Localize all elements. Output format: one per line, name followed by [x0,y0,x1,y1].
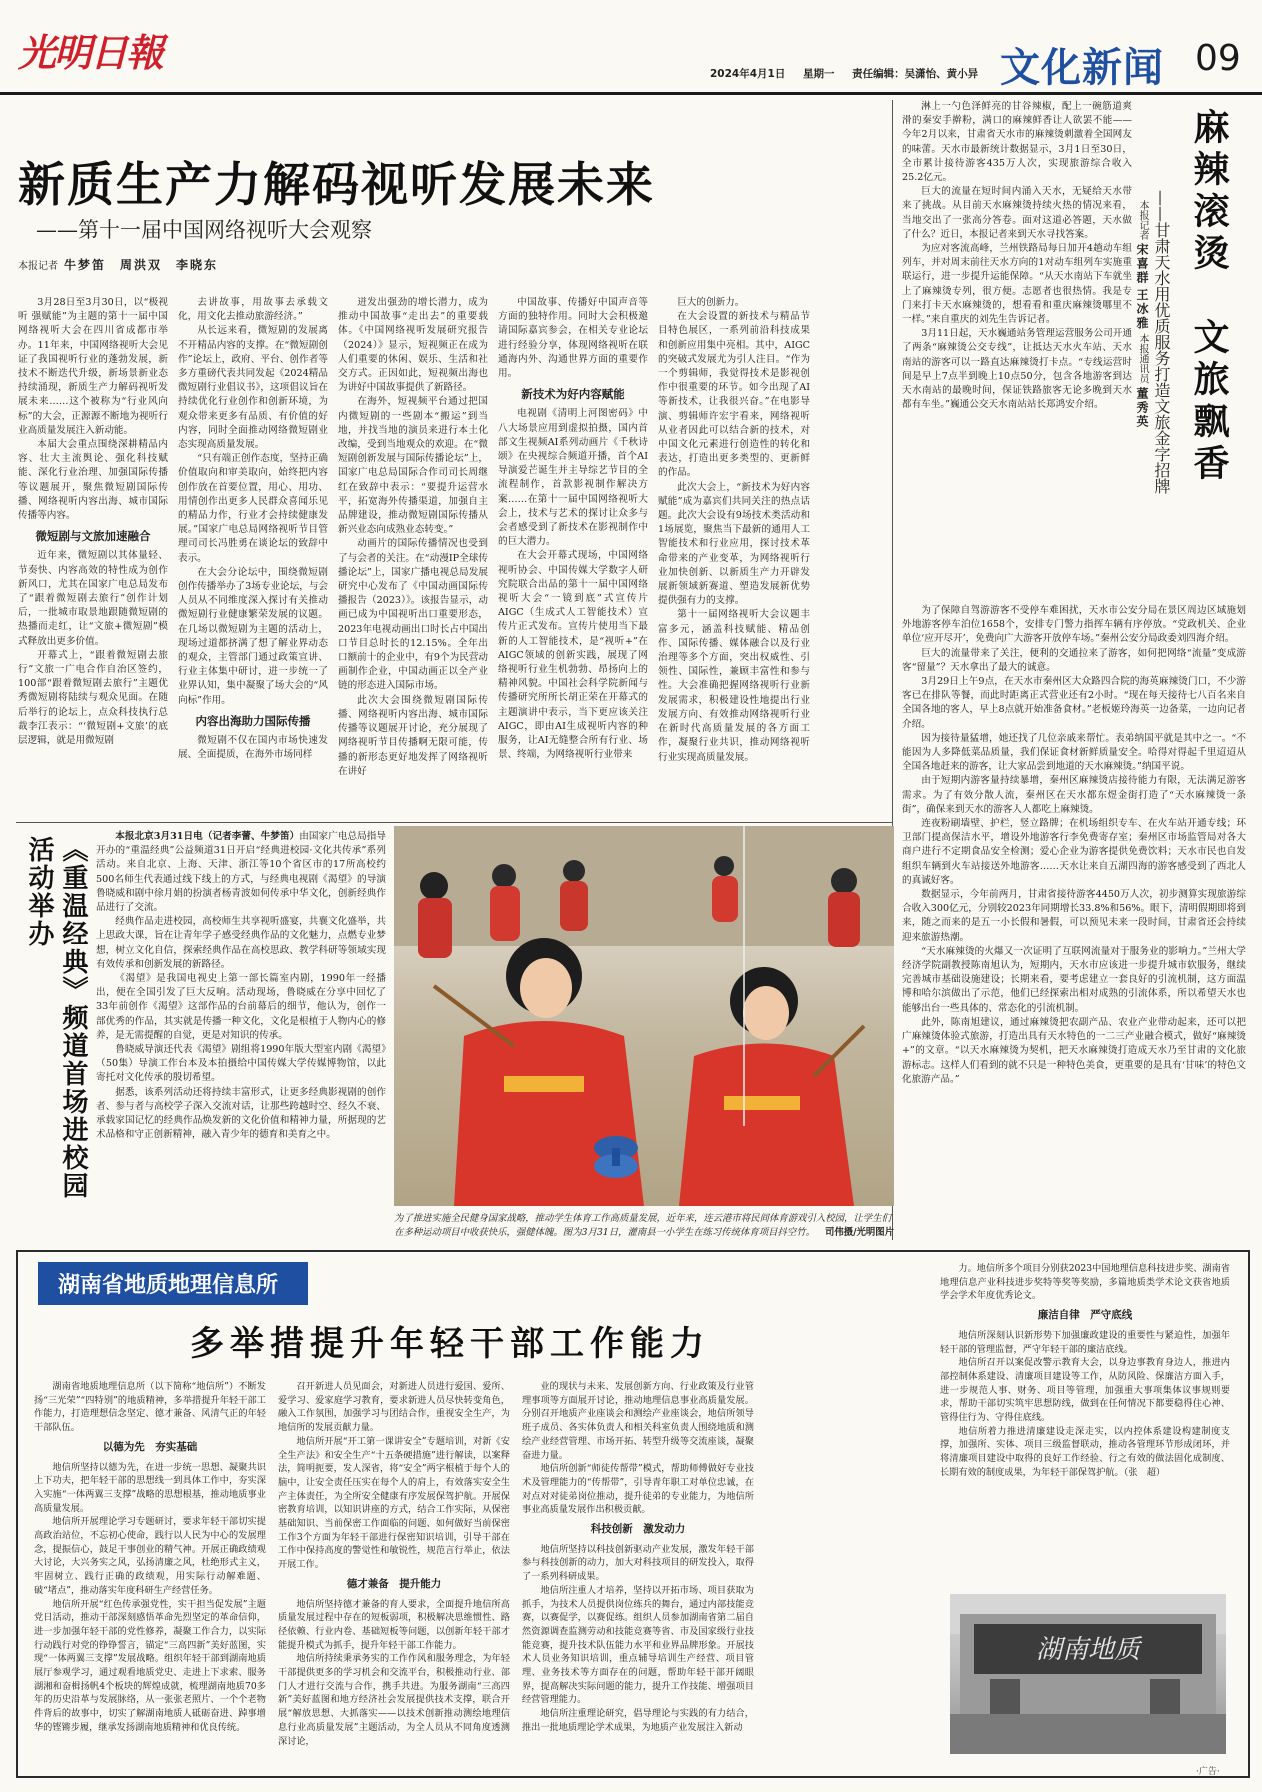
paragraph: 由于短期内游客量持续暴增，秦州区麻辣烫店接待能力有限，无法满足游客需求。为了有效分散人流，秦州区在天水都东煜金街打造了“天水麻辣烫一条街”，确保来到天水的游客人人都吃上麻辣烫。 [902,775,1246,815]
paragraph: 因为接待量猛增，她还找了几位亲戚来帮忙。表弟纳国平就是其中之一。“不能因为人多降低菜品质量，我们保证食材新鲜质量安全。哈得对得起千里迢迢从全国各地赶来的游客，让大家品尝到地道的天水麻辣烫。”纳国平说。 [902,732,1246,773]
paragraph: “天水麻辣烫的火爆又一次证明了互联网流量对于服务业的影响力。”兰州大学经济学院副教授陈南旭认为，短期内，天水市应该进一步提升城市软服务，继续完善城市基础设施建设；长期来看，要考虑建立一套良好的引流机制，这方面温博和哈尔滨做出了示范，他们已经探索出相对成熟的引流体系，所以希望天水也能够出台一些具体的、常态化的引流机制。 [902,945,1246,1014]
byline-prefix: 本报记者 [18,261,58,272]
issue-weekday: 星期一 [803,68,835,80]
section-name: 文化新闻 [1000,45,1164,91]
author-sign: （张 超） [1123,1466,1166,1478]
paragraph: 湖南省地质地理信息所（以下简称“地信所”）不断发扬“三光荣”“四特别”的地质精神，多举措提升年轻干部工作能力，打造理想信念坚定、德才兼备、风清气正的年轻干部队伍。 [34,1381,266,1434]
advertorial-headline: 多举措提升年轻干部工作能力 [190,1324,710,1364]
lead-headline: 新质生产力解码视听发展未来 [18,158,655,213]
section-subheading: 德才兼备 提升能力 [346,1577,442,1590]
paragraph: 力。地信所多个项目分别获2023中国地理信息科技进步奖、湖南省地理信息产业科技进步奖特等奖等奖励，多篇地质类学术论文获省地质学会学术年度优秀论文。 [940,1263,1230,1302]
paragraph: 3月28日至3月30日，以“极视听 强赋能”为主题的第十一届中国网络视听大会在四川省成都市举办。11年来，中国网络视听大会见证了我国视听行业的蓬勃发展，新技术不断迭代升级，新场景新业态持续涌现，新质生产力解码视听发展未来……这个被称为“行业风向标”的大会，正源源不断地为视听行业高质量发展注入新动能。 [18,297,168,436]
building-illustration [950,1594,1226,1754]
paragraph: 迸发出强劲的增长潜力，成为推动中国故事“走出去”的重要载体。《中国网络视听发展研究报告（2024）》显示，短视频正在成为人们重要的休闲、娱乐、生活和社交方式。正因如此，短视频出海也为讲好中国故事提供了新路径。 [338,297,488,394]
paragraph: 开幕式上，“跟着微短剧去旅行”文旅一广电合作自治区签约，100部“跟着微短剧去旅行”主题优秀微短剧将陆续与观众见面。在随后举行的论坛上，点众科技执行总裁李江表示：“‘微短剧+文旅’的底层逻辑，就是用微短剧 [18,649,168,747]
paragraph: 3月11日起，天水巍通站务管理运营服务公司开通了两条“麻辣烫公交专线”，让抵达天水火车站、天水南站的游客可以一路直达麻辣烫打卡点。“专线运营时间是早上7点半到晚上10点50分，包含各地游客到达天水南站的最晚时间，保证铁路旅客无论多晚到天水都有车坐。”巍通公交天水南站站长郑鸿安介绍。 [902,328,1132,411]
paragraph: 在大会分论坛中，围绕微短剧创作传播举办了3场专业论坛，与会人员从不同维度深入探讨有关推动微短剧行业健康繁荣发展的议题。在几场以微短剧为主题的活动上，现场过道都挤满了想了解业界动态的观众，主管部门通过政策宣讲、行业主体集中研讨，进一步统一了业界认知，集中凝聚了场大会的“风向标”作用。 [178,566,328,706]
paragraph: 地信所开展理论学习专题研讨，要求年轻干部切实提高政治站位，不忘初心使命，践行以人民为中心的发展理念，提振信心，鼓足干事创业的精气神。开展正确政绩观大讨论，大兴务实之风，弘扬清廉之风，杜绝形式主义，牢固树立、践行正确的政绩观，用实际行动解难题、破“堵点”，推动落实年度科研生产经营任务。 [34,1516,266,1596]
lead-column-3 [338,296,488,814]
story-dateline: 本报北京3月31日电（记者李蕾、牛梦笛） [115,831,300,842]
feature-top-text [902,100,1132,600]
sign-plaque-text: 湖南地质 [1035,1635,1141,1665]
lead-subheadline: ——第十一届中国网络视听大会观察 [36,218,372,242]
paragraph: 地信所坚持德才兼备的育人要求，全面提升地信所高质量发展过程中存在的短板弱项，积极解决思维惯性、路径依赖、行业内卷、基础短板等问题，以创新年轻干部才能提升模式为抓手，提升年轻干部工作能力。 [278,1598,510,1651]
paragraph: 在大会开幕式现场，中国网络视听协会、中国传媒大学数字人研究院联合出品的第十一届中国网络视听大会“一镜到底”式宣传片AIGC（生成式人工智能技术）宣传片正式发布。宣传片使用当下最新的人工智能技术，是“视听+”在AIGC领域的创新实践，展现了网络视听行业生机勃勃、昂扬向上的精神风貌。中国社会科学院新闻与传播研究所所长胡正荣在开幕式的主题演讲中表示，当下更应该关注AIGC，即由AI生成视听内容的种服务，让AI无缝整合所有行业、场景、终端，为网络视听行业带来 [498,550,648,761]
paragraph: 地信所召开以案促改警示教育大会，以身边事教育身边人，推进内部控制体系建设、清廉项目建设等工作，从防风险、保廉洁方面入手，进一步规范人事、财务、项目等管理，加强重大事项集体议事规则要求，帮助干部切实筑牢思想防线，做到在任何情况下都要稳得住心神、管得住行为、守得住底线。 [940,1357,1230,1424]
paragraph: 中国故事、传播好中国声音等方面的独特作用。同时大会积极邀请国际嘉宾参会，在相关专业论坛进行经验分享，体现网络视听在联通海内外、沟通世界方面的重要作用。 [498,297,648,380]
paragraph: 电视剧《清明上河图密码》中八大场景应用到虚拟拍摄，国内首部文生视频AI系列动画片《千秋诗颂》在央视综合频道开播，首个AI导演爱芒诞生并主导综艺节目的全流程制作，首款影视制作解决方案……在第十一届中国网络视听大会上，技术与艺术的探讨让众多与会者感受到了新技术在影视制作中的巨大潜力。 [498,408,648,548]
paragraph: 据悉，该系列活动还将持续丰富形式，让更多经典影视剧的创作者、参与者与高校学子深入交流对话，让那些跨越时空、经久不衰、承载家国记忆的经典作品焕发新的文化价值和精神力量，所据现的艺术品格和守正创新精神，融入青少年的德育和美育之中。 [96,1086,386,1141]
paragraph: 近年来，微短剧以其体量轻、节奏快、内容高效的特性成为创作新风口，尤其在国家广电总局发布了“跟着微短剧去旅行”创作计划后，一批城市取景地跟随微短剧的热播而走红，让“文旅+微短剧”模式释放出更多价值。 [18,550,168,647]
paragraph: 鲁晓威导演还代表《渴望》剧组将1990年版大型室内剧《渴望》（50集）导演工作台本及本拍摄给中国传媒大学传媒博物馆，以此寄托对文化传承的殷切希望。 [96,1044,386,1084]
paragraph: 经典作品走进校园，高校师生共享视听盛宴，共襄文化盛举，共上思政大课，旨在让青年学子感受经典作品的文化魅力，点燃专业梦想，树立文化自信，探索经典作品在高校思政、教学科研等领域实现有效传承和创新发展的新路径。 [96,916,386,970]
lead-column-2 [178,296,328,814]
byline-reporter: 宋喜群 [1135,243,1149,286]
page-number: 09 [1195,38,1241,79]
institute-building-photo [950,1594,1226,1754]
paragraph: 连夜粉刷墙壁、护栏，竖立路牌；在机场组织专车、在火车站开通专线；环卫部门提高保洁水平，增设外地游客行李免费寄存室；秦州区市场监管局对各大商户进行不定期食品安全检测；爱心企业为游客提供免费饮料；天水市民也自发组织车辆到火车站接送外地游客……天水让来自五湖四海的游客感受到了西北人的真诚好客。 [902,818,1246,886]
kids-diabolo-illustration [394,826,894,1206]
lead-byline [18,256,218,273]
section-subheading: 内容出海助力国际传播 [195,713,311,728]
section-rule [16,822,892,823]
paragraph: 第十一届网络视听大会议题丰富多元，涵盖科技赋能、精品创作、国际传播、媒体融合以及行业治理等多个方面，突出权威性、引领性、国际性，兼顾丰富性和参与性。大会准确把握网络视听行业新发展需求，积极建设性地提出行业发展方向、有效推动网络视听行业在新时代高质量发展的各方面工作，凝聚行业共识，推动网络视听行业实现高质量发展。 [658,609,810,763]
paragraph: 地信所创新“师徒传帮带”模式，帮助师傅做好专业技术及管理能力的“传帮带”，引导青年职工对单位忠诚，在对点对对徒弟岗位推动，提升徒弟的专业能力，为地信所事业高质量发展作出积极贡献。 [522,1463,754,1516]
paragraph: 此外，陈南旭建议，通过麻辣烫把农副产品、农业产业带动起来，还可以把广麻辣烫体验式旅游，打造出具有天水特色的一二三产业融合模式，做好“麻辣烫+”的文章。“以天水麻辣烫为契机，把天水麻辣烫打造成天水乃至甘肃的文化旅游标志。这样人们看到的就不只是一种特色美食，更重要的是具有‘甘味’的特色文化旅游产品。” [902,1016,1246,1085]
caption-text: 为了推进实施全民健身国家战略，推动学生体育工作高质量发展，近年来，连云港市将民间体育游戏引入校园，让学生们在多种运动项目中收获快乐，强健体魄。图为3月31日，灌南县一小学生在练习传统体育项目抖空竹。 [394,1213,891,1238]
masthead-logo: 光明日報 [18,30,163,75]
paragraph: 巨大的流量带来了关注，便利的交通拉来了游客，如何把网络“流量”变成游客“留量”？天水拿出了最大的诚意。 [902,647,1246,673]
paragraph: 地信所坚持以德为先，在进一步统一思想、凝聚共识上下功夫，把年轻干部的思想线一到具体工作中，夯实深入实施“一体两翼三支撑”战略的思想根基，推动地质事业高质量发展。 [34,1461,266,1514]
feature-headline: 麻辣滚烫 文旅飘香 [1188,108,1230,486]
paragraph: 去讲故事，用故事去承载文化，用文化去推动旅游经济。” [178,297,328,323]
byline-reporters: 牛梦笛 周洪双 李晓东 [64,258,219,272]
paragraph: 此次大会围绕微短剧国际传播、网络视听内容出海、城市国际传播等议题展开讨论，充分展现了网络视听节目传播啊无限可能，传播的新形态更好地发挥了网络视听在讲好 [338,694,488,777]
paragraph: 地信所深刻认识新形势下加强廉政建设的重要性与紧迫性，加强年轻干部的管理监督，严守年轻干部的廉洁底线。 [940,1329,1230,1355]
section-subheading: 新技术为好内容赋能 [521,387,625,402]
photo-caption [394,1212,894,1240]
paragraph: 召开新进人员见面会，对新进人员进行爱国、爱所、爱学习、爱家庭学习教育，要求新进人员尽快转变角色，融入工作氛围，加强学习与团结合作，重视安全生产，为地信所的发展贡献力量。 [278,1381,510,1434]
paragraph: 微短剧不仅在国内市场快速发展、全面提质，在海外市场同样 [178,735,328,761]
paragraph: 为了保障自驾游游客不受停车难困扰，天水市公安分局在景区周边区域施划外地游客停车泊位1658个，安排专门警力指挥车辆有序停放。“党政机关、企业单位‘应开尽开’，免费向广大游客开放停车场。”秦州公安分局政委刘四海介绍。 [902,605,1246,645]
lead-column-5 [658,296,810,814]
section-subheading: 科技创新 激发动力 [590,1523,686,1536]
paragraph: 在大会设置的新技术与精品节目特色展区，一系列前沿科技成果和创新应用集中亮相。其中，AIGC的突破式发展尤为引人注目。“作为一个剪辑师，我觉得技术是影视创作中很重要的环节。如今出现了AI等新技术，让我很兴奋。”在电影导演、剪辑师许宏宇看来，网络视听从业者因此可以结合新的技术，对中国文化元素进行创造性的转化和表达，打造出更多类型的、更新鲜的作品。 [658,311,810,479]
section-subheading: 微短剧与文旅加速融合 [35,529,151,544]
paragraph: 地信所开展“开工第一课讲安全”专题培训，对新《安全生产法》和安全生产“十五条硬措施”进行解读，以案释法，简明扼要，发人深省，将“安全”两字根植于每个人的脑中，让安全责任压实在每个人的肩上，有效落实安全生产主体责任，为全所安全健康有序发展保驾护航。开展保密教育培训，以知识讲座的方式，结合工作实际，从保密基础知识、当前保密工作面临的问题、如何做好当前保密工作3个方面为年轻干部进行保密知识培训，引导干部在工作中保持高度的警觉性和敏锐性，规范言行举止，依法开展工作。 [278,1435,510,1571]
paragraph: 巨大的流量在短时间内涌入天水，无疑给天水带来了挑战。从目前天水麻辣烫持续火热的情况来看，当地交出了一张高分答卷。面对这道必答题，天水做了什么？近日，本报记者来到天水寻找答案。 [902,186,1132,240]
paragraph: 为应对客流高峰，兰州铁路局每日加开4趟动车组列车，并对周末前往天水方向的1对动车组列车实施重联运行，进一步提升运能保障。“从天水南站下车就坐上了麻辣烫专列，很方便。志愿者也很热情。我是专门来打卡天水麻辣烫的，想看看和重庆麻辣烫哪里不一样。”来自重庆的刘先生告诉记者。 [902,243,1132,326]
paragraph: 在海外，短视频平台通过把国内微短剧的一些剧本“搬运”到当地，并找当地的演员来进行本土化改编，受到当地观众的欢迎。在“微短剧创新发展与国际传播论坛”上，国家广电总局国际合作司司长周继红在致辞中表示：“要提升运营水平，拓宽海外传播渠道，加强自主品牌建设，推动微短剧国际传播从新兴业态向成熟业态转变。” [338,396,488,536]
byline-prefix: 本报记者 [1137,200,1148,240]
paragraph: 巨大的创新力。 [677,297,745,308]
advertorial-column-3 [522,1380,754,1760]
advertorial-column-4 [940,1262,1230,1588]
feature-byline [1134,200,1150,540]
paragraph: 3月29日上午9点，在天水市秦州区大众路四合院的海英麻辣烫门口，不少游客已在排队等餐，而此时距离正式营业还有2小时。“现在每天接待七八百名来自全国各地的客人，早上8点就开始准备食材。”老板姬玲海英一边备菜，一边向记者介绍。 [902,676,1246,730]
section-subheading: 以德为先 夯实基础 [102,1440,198,1453]
page-editors: 责任编辑：吴潇怡、黄小异 [852,68,979,80]
paragraph: 地信所坚持以科技创新驱动产业发展，激发年轻干部参与科技创新的动力，加大对科技项目的研发投入，取得了一系列科研成果。 [522,1543,754,1583]
paragraph: 动画片的国际传播情况也受到了与会者的关注。在“动漫IP全球传播论坛”上，国家广播电视总局发展研究中心发布了《中国动画国际传播报告（2023）》。该报告显示，动画已成为中国视听出口重要形态，2023年电视动画出口时长占中国出口节目总时长的12.15%。全年出口额前十的企业中，有9个为民营动画制作企业，中国动画正以全产业链的形态进入国际市场。 [338,538,488,692]
paragraph: 此次大会上，“新技术为好内容赋能”成为嘉宾们共同关注的热点话题。此次大会设有9场技术类活动和1场展览，聚焦当下最新的通用人工智能技术和行业应用，探讨技术革命带来的产业变革，为网络视听行业加快创新、以新质生产力开辟发展新领域新赛道、塑造发展新优势提供强有力的支撑。 [658,481,810,607]
byline-reporter: 董秀英 [1135,386,1149,429]
paragraph: 从长远来看，微短剧的发展离不开精品内容的支撑。在“微短剧创作”论坛上，政府、平台、创作者等多方重磅代表共同发起《2024精品微短剧行业倡议书》，这项倡议旨在持续优化行业创作和创新环境，为观众带来更多有品质、有价值的好内容，同时全面推动网络微短剧业态实现高质量发展。 [178,325,328,451]
advertisement-label: ·广告· [1196,1767,1220,1777]
paragraph: 由国家广电总局指导开办的“重温经典”公益频道31日开启“经典进校园·文化共传承”系列活动。来自北京、上海、天津、浙江等10个省区市的17所高校约500名师生代表通过线下线上的方式，与经典电视剧《渴望》的导演鲁晓威和剧中徐月娟的扮演者杨青波如何传承中华文化，创新经典作品进行了交流。 [96,831,386,914]
dateline [710,66,978,81]
school-story-text [96,830,386,1230]
masthead-rule [0,92,1262,95]
advertorial-column-2 [278,1380,510,1760]
feature-bottom-text [902,604,1246,1236]
paragraph: 地信所注重人才培养，坚持以开拓市场、项目获取为抓手，为技术人员提供岗位练兵的舞台，通过内部技能竞赛，以赛促学，以赛促练。组织人员参加湖南省第二届自然资源调查监测劳动和技能竞赛等省、市及国家级行业技能竞赛，提升技术队伍能力水平和业界品牌形象。开展技术人员业务知识培训，重点辅导培训生产经营、项目管理、业务技术等方面存在的问题，帮助年轻干部开阔眼界，提高解决实际问题的能力，提升工作技能、增强项目经营管理能力。 [522,1584,754,1706]
paragraph: 数据显示，今年前两月，甘肃省接待游客4450万人次，初步测算实现旅游综合收入300亿元，分别较2023年同期增长33.8%和56%。眼下，清明假期即将到来，随之而来的是五一小长假和暑假，可以预见未来一段时间，甘肃省还会持续迎来旅游热潮。 [902,889,1246,943]
byline-prefix: 本报通讯员 [1137,333,1148,384]
photo-credit: 司伟摄/光明图片 [824,1227,894,1238]
byline-reporter: 王冰雅 [1135,288,1149,331]
paragraph: “只有端正创作态度，坚持正确价值取向和审美取向，始终把内容创作放在首要位置，用心、用功、用情创作出更多人民群众喜闻乐见的精品力作，行业才会持续健康发展。”国家广电总局网络视听节目管理司司长冯胜勇在谈论坛的致辞中表示。 [178,453,328,564]
advertorial-column-1 [34,1380,266,1760]
paragraph: 《渴望》是我国电视史上第一部长篇室内剧，1990年一经播出，便在全国引发了巨大反响。活动现场，鲁晓威在分享中回忆了33年前创作《渴望》这部作品的台前幕后的细节，他认为，创作一部优秀的作品，其实就是传播一种文化，文化是根植于人物内心的修养，是无需提醒的自觉，更是对知识的传承。 [96,973,386,1041]
paragraph: 本届大会重点围绕深耕精品内容、壮大主流舆论、强化科技赋能、深化行业治理、加强国际传播等议题展开，聚焦微短剧国际传播、网络视听内容出海、城市国际传播等内容。 [18,439,168,522]
paragraph: 地信所开展“红色传承强党性，实干担当促发展”主题党日活动，推动干部深刻感悟革命先烈坚定的革命信仰，进一步加强年轻干部的党性修养，凝聚工作合力，以实际行动践行对党的铮铮誓言，锚定“三高四新”美好蓝图，实现“一体两翼三支撑”发展战略。组织年轻干部到湖南地质展厅参观学习，通过观看地质党史、走进上下求索、服务湖湘和奋楫扬帆4个板块的辉煌成就，梳理湖南地质70多年的历史沿革与发展脉络，从一张张老照片、一个个老物件背后的故事中，切实了解湖南地质人砥砺奋进、踔事增华的铿锵步履，继承发扬湖南地质精神和优良传统。 [34,1598,266,1733]
section-subheading: 廉洁自律 严守底线 [1037,1309,1133,1322]
paragraph: 地信所持续秉承务实的工作作风和服务理念，为年轻干部提供更多的学习机会和交流平台，积极推动行业、部门人才进行交流与合作，携手共进。为服务湖南“三高四新”美好蓝图和地方经济社会发展提供技术支撑，联合开展“解放思想、大抓落实——以技术创新推动测绘地理信息行业高质量发展”主题活动，为全人员从不同角度透测深讨论， [278,1653,510,1747]
paragraph: 地信所注重理论研究，倡导理论与实践的有力结合，推出一批地质理论学术成果，为地质产业发展注入新动 [522,1708,754,1733]
lead-column-1 [18,296,168,814]
paragraph: 业的现状与未来、发展创新方向、行业政策及行业管理事项等方面展开讨论，推动地理信息事业高质量发展。分别召开地质产业座谈会和测绘产业座谈会，地信所领导班子成员、各实体负责人和相关科室负责人围绕地质和测绘产业经营管理、市场开拓、转型升级等交流座谈，凝聚奋进力量。 [522,1381,754,1461]
paragraph: 淋上一勺色泽鲜亮的甘谷辣椒，配上一碗筋道爽滑的秦安手擀粉，满口的麻辣鲜香让人欲罢不能——今年2月以来，甘肃省天水市的麻辣烫刺激着全国网友的味蕾。天水市最新统计数据显示，3月1日至30日，全市累计接待游客435万人次，实现旅游综合收入25.2亿元。 [902,101,1132,184]
news-photo [394,826,894,1206]
issue-date: 2024年4月1日 [710,68,786,80]
paragraph: 地信所着力推进清廉建设走深走实，以内控体系建设构建制度支撑，加强所、实体、项目三级监督联动，推动各管理环节形成闭环，并将清廉项目建设中取得的良好工作经验、行之有效的做法固化成制度、长期有效的制度成果，为年轻干部保驾护航。 [940,1425,1230,1478]
advertorial-org-banner: 湖南省地质地理信息所 [38,1262,308,1305]
lead-column-4 [498,296,648,814]
feature-subheadline: ——甘肃天水用优质服务打造文旅金字招牌 [1152,190,1171,494]
school-story-headline: 《重温经典》频道首场进校园活动举办 [24,836,88,1200]
